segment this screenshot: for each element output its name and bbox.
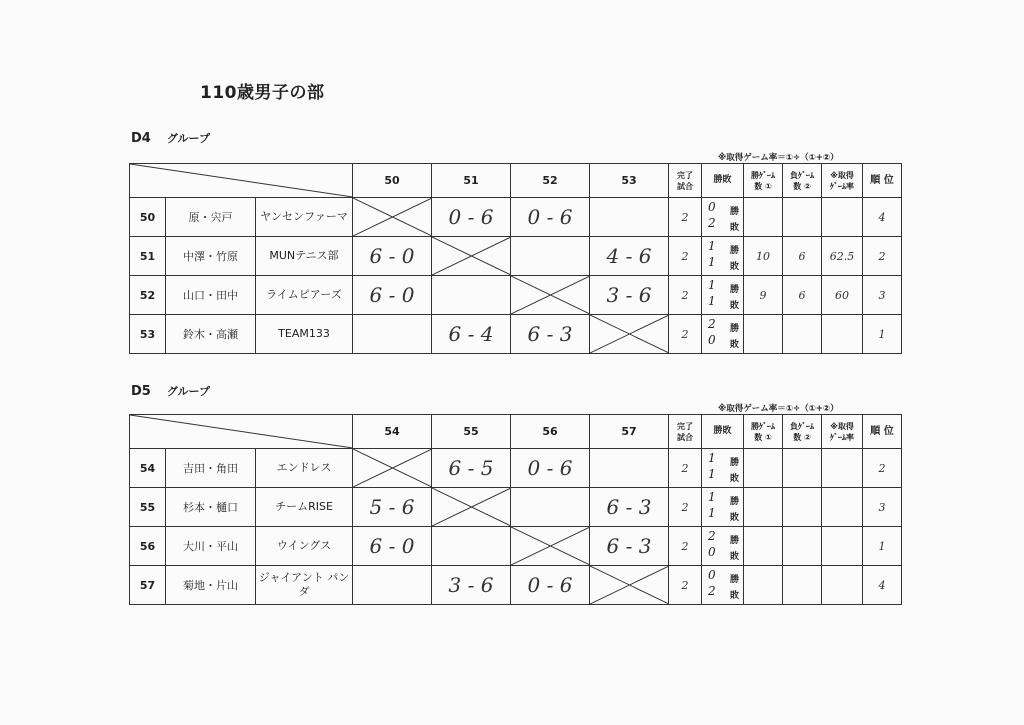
rank: 1 [863, 527, 902, 566]
club-name: ウイングス [256, 527, 353, 566]
score-cell [432, 566, 511, 605]
match-score: 3 - 6 [606, 283, 652, 307]
winloss-box [702, 276, 743, 314]
wins-count: 1 [708, 278, 716, 292]
winloss-cell [702, 566, 744, 605]
losses-count: 2 [708, 216, 716, 230]
rank: 3 [863, 276, 902, 315]
rank: 2 [863, 449, 902, 488]
winloss-box [702, 315, 743, 353]
games-lost [783, 198, 822, 237]
rate-header-line: ※取得 [830, 421, 854, 431]
match-score: 0 - 6 [527, 573, 573, 597]
loss-label: 敗 [729, 301, 739, 311]
pair-number: 52 [130, 276, 166, 315]
self-cell [590, 315, 669, 354]
games-lost-header-line: 負ｹﾞｰﾑ [790, 421, 814, 431]
rate-header-line: ※取得 [830, 170, 854, 180]
column-header: 52 [511, 164, 590, 198]
loss-label: 敗 [729, 591, 739, 601]
score-cell [353, 488, 432, 527]
score-cell [590, 449, 669, 488]
winloss-cell [702, 237, 744, 276]
table-row [130, 198, 902, 237]
games-won [744, 449, 783, 488]
games-lost: 6 [783, 237, 822, 276]
rank: 3 [863, 488, 902, 527]
games-lost-header-line: 負ｹﾞｰﾑ [790, 170, 814, 180]
games-lost [783, 527, 822, 566]
losses-count: 0 [708, 333, 716, 347]
winloss-header: 勝敗 [702, 164, 744, 198]
player-names: 鈴木・高瀬 [166, 315, 256, 354]
completed-count: 2 [669, 449, 702, 488]
round-robin-table-d5 [129, 414, 902, 605]
rate-header-line: ｹﾞｰﾑ率 [830, 181, 854, 191]
score-cell [432, 527, 511, 566]
rank: 4 [863, 198, 902, 237]
games-lost [783, 315, 822, 354]
wins-count: 0 [708, 200, 716, 214]
win-label: 勝 [729, 458, 739, 468]
completed-count: 2 [669, 315, 702, 354]
win-label: 勝 [729, 324, 739, 334]
column-header: 53 [590, 164, 669, 198]
match-score: 3 - 6 [448, 573, 494, 597]
score-cell [511, 488, 590, 527]
games-lost [783, 488, 822, 527]
score-cell [353, 315, 432, 354]
loss-label: 敗 [729, 340, 739, 350]
score-cell [432, 449, 511, 488]
group-label-d5 [131, 383, 210, 399]
player-names: 菊地・片山 [166, 566, 256, 605]
losses-count: 0 [708, 545, 716, 559]
games-won [744, 198, 783, 237]
winloss-box [702, 449, 743, 487]
losses-count: 1 [708, 506, 716, 520]
self-cell [432, 488, 511, 527]
winloss-box [702, 566, 743, 604]
round-robin-table-d4 [129, 163, 902, 354]
club-name: チームRISE [256, 488, 353, 527]
pair-number: 57 [130, 566, 166, 605]
winloss-cell [702, 315, 744, 354]
win-label: 勝 [729, 536, 739, 546]
completed-count: 2 [669, 488, 702, 527]
rank-header: 順 位 [863, 164, 902, 198]
match-score: 4 - 6 [606, 244, 652, 268]
group-sub: グループ [166, 385, 210, 398]
winloss-cell [702, 527, 744, 566]
games-lost-header-line: 数 ② [793, 181, 811, 191]
column-header: 55 [432, 415, 511, 449]
score-cell [511, 566, 590, 605]
group-sub: グループ [166, 132, 210, 145]
win-label: 勝 [729, 575, 739, 585]
rank-header: 順 位 [863, 415, 902, 449]
self-cell [511, 527, 590, 566]
games-won [744, 488, 783, 527]
match-score: 5 - 6 [369, 495, 415, 519]
games-lost [783, 449, 822, 488]
game-rate: 62.5 [822, 237, 863, 276]
group-label-d4 [131, 130, 210, 146]
completed-count: 2 [669, 198, 702, 237]
column-header: 57 [590, 415, 669, 449]
games-lost [783, 566, 822, 605]
match-score: 6 - 5 [448, 456, 494, 480]
completed-header [669, 415, 702, 449]
winloss-box [702, 488, 743, 526]
match-score: 0 - 6 [527, 456, 573, 480]
pair-number: 55 [130, 488, 166, 527]
wins-count: 2 [708, 529, 716, 543]
completed-count: 2 [669, 237, 702, 276]
games-won: 10 [744, 237, 783, 276]
match-score: 6 - 0 [369, 244, 415, 268]
win-label: 勝 [729, 207, 739, 217]
winloss-cell [702, 488, 744, 527]
score-cell [432, 315, 511, 354]
pair-number: 53 [130, 315, 166, 354]
games-won-header-line: 数 ① [754, 432, 772, 442]
player-names: 原・宍戸 [166, 198, 256, 237]
winloss-header: 勝敗 [702, 415, 744, 449]
table-row [130, 315, 902, 354]
match-score: 6 - 3 [606, 534, 652, 558]
player-names: 杉本・樋口 [166, 488, 256, 527]
game-rate [822, 449, 863, 488]
game-rate [822, 315, 863, 354]
match-score: 6 - 0 [369, 283, 415, 307]
game-rate [822, 566, 863, 605]
score-cell [432, 198, 511, 237]
win-label: 勝 [729, 497, 739, 507]
self-cell [511, 276, 590, 315]
score-cell [353, 237, 432, 276]
games-won-header-line: 勝ｹﾞｰﾑ [751, 170, 775, 180]
score-cell [590, 237, 669, 276]
column-header: 50 [353, 164, 432, 198]
column-header: 54 [353, 415, 432, 449]
completed-count: 2 [669, 566, 702, 605]
rate-header [822, 164, 863, 198]
group-code: D5 [131, 384, 151, 399]
club-name: ライムピアーズ [256, 276, 353, 315]
score-cell [511, 449, 590, 488]
corner-cell [130, 415, 353, 449]
games-lost-header [783, 415, 822, 449]
score-cell [353, 527, 432, 566]
games-lost: 6 [783, 276, 822, 315]
score-cell [432, 276, 511, 315]
player-names: 吉田・角田 [166, 449, 256, 488]
winloss-box [702, 198, 743, 236]
match-score: 6 - 0 [369, 534, 415, 558]
rate-header [822, 415, 863, 449]
group-code: D4 [131, 131, 151, 146]
win-label: 勝 [729, 285, 739, 295]
pair-number: 51 [130, 237, 166, 276]
score-cell [590, 527, 669, 566]
self-cell [353, 198, 432, 237]
match-score: 6 - 3 [527, 322, 573, 346]
games-lost-header-line: 数 ② [793, 432, 811, 442]
loss-label: 敗 [729, 513, 739, 523]
completed-header-line: 完了 [677, 170, 693, 180]
winloss-cell [702, 449, 744, 488]
score-cell [353, 276, 432, 315]
pair-number: 56 [130, 527, 166, 566]
rank: 1 [863, 315, 902, 354]
wins-count: 2 [708, 317, 716, 331]
wins-count: 1 [708, 490, 716, 504]
completed-header-line: 試合 [677, 181, 693, 191]
loss-label: 敗 [729, 474, 739, 484]
match-score: 0 - 6 [527, 205, 573, 229]
player-names: 大川・平山 [166, 527, 256, 566]
club-name: ヤンセンファーマ [256, 198, 353, 237]
club-name: ジャイアント パンダ [256, 566, 353, 605]
losses-count: 1 [708, 255, 716, 269]
score-cell [511, 198, 590, 237]
winloss-cell [702, 198, 744, 237]
game-rate: 60 [822, 276, 863, 315]
game-rate [822, 527, 863, 566]
completed-count: 2 [669, 276, 702, 315]
player-names: 山口・田中 [166, 276, 256, 315]
rank: 4 [863, 566, 902, 605]
games-won [744, 566, 783, 605]
losses-count: 1 [708, 467, 716, 481]
winloss-box [702, 237, 743, 275]
club-name: MUNテニス部 [256, 237, 353, 276]
page-title: 110歳男子の部 [200, 83, 325, 103]
self-cell [353, 449, 432, 488]
games-won [744, 315, 783, 354]
loss-label: 敗 [729, 262, 739, 272]
completed-header [669, 164, 702, 198]
games-won-header-line: 勝ｹﾞｰﾑ [751, 421, 775, 431]
winloss-cell [702, 276, 744, 315]
losses-count: 2 [708, 584, 716, 598]
table-row [130, 566, 902, 605]
games-won-header [744, 415, 783, 449]
header-row [130, 415, 902, 449]
score-cell [590, 198, 669, 237]
pair-number: 50 [130, 198, 166, 237]
completed-header-line: 完了 [677, 421, 693, 431]
score-cell [590, 276, 669, 315]
pair-number: 54 [130, 449, 166, 488]
column-header: 51 [432, 164, 511, 198]
wins-count: 0 [708, 568, 716, 582]
formula-note: ※取得ゲーム率＝①÷（①+②） [718, 404, 839, 414]
player-names: 中澤・竹原 [166, 237, 256, 276]
rank: 2 [863, 237, 902, 276]
loss-label: 敗 [729, 552, 739, 562]
match-score: 0 - 6 [448, 205, 494, 229]
wins-count: 1 [708, 451, 716, 465]
match-score: 6 - 4 [448, 322, 494, 346]
losses-count: 1 [708, 294, 716, 308]
game-rate [822, 488, 863, 527]
games-lost-header [783, 164, 822, 198]
completed-count: 2 [669, 527, 702, 566]
completed-header-line: 試合 [677, 432, 693, 442]
wins-count: 1 [708, 239, 716, 253]
table-row [130, 237, 902, 276]
games-won: 9 [744, 276, 783, 315]
games-won [744, 527, 783, 566]
club-name: TEAM133 [256, 315, 353, 354]
score-cell [511, 315, 590, 354]
table-row [130, 276, 902, 315]
loss-label: 敗 [729, 223, 739, 233]
self-cell [432, 237, 511, 276]
club-name: エンドレス [256, 449, 353, 488]
score-cell [353, 566, 432, 605]
games-won-header-line: 数 ① [754, 181, 772, 191]
table-row [130, 449, 902, 488]
game-rate [822, 198, 863, 237]
corner-cell [130, 164, 353, 198]
header-row [130, 164, 902, 198]
match-score: 6 - 3 [606, 495, 652, 519]
self-cell [590, 566, 669, 605]
winloss-box [702, 527, 743, 565]
column-header: 56 [511, 415, 590, 449]
formula-note: ※取得ゲーム率＝①÷（①+②） [718, 153, 839, 163]
table-row [130, 488, 902, 527]
win-label: 勝 [729, 246, 739, 256]
score-cell [511, 237, 590, 276]
games-won-header [744, 164, 783, 198]
score-cell [590, 488, 669, 527]
rate-header-line: ｹﾞｰﾑ率 [830, 432, 854, 442]
table-row [130, 527, 902, 566]
